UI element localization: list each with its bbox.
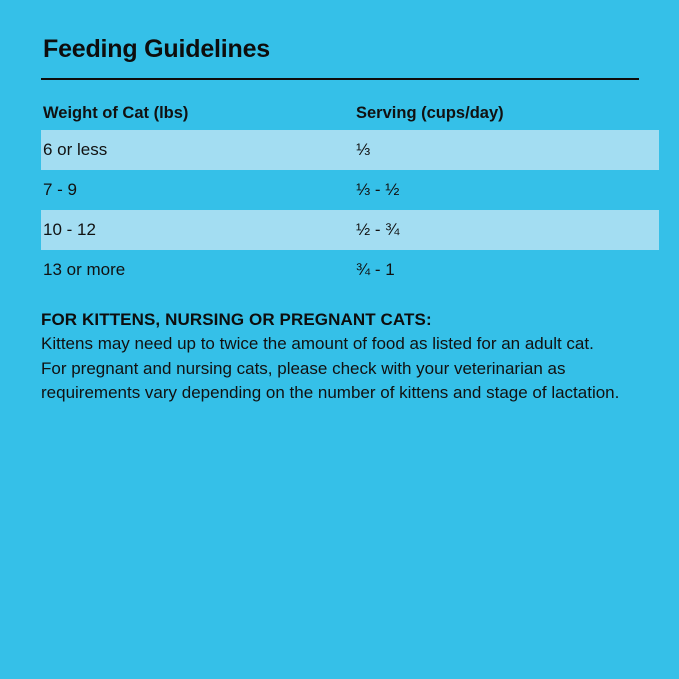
cell-serving: ¾ - 1 [356,260,395,279]
table-row [41,130,659,170]
cell-weight: 10 - 12 [43,220,96,239]
kitten-note-body: Kittens may need up to twice the amount of food as listed for an adult cat. For pregnant and nursing cats, please check with your veterinarian as requirements vary depending on the number of kittens and stage of lactation. [41,334,620,403]
cell-weight: 13 or more [43,260,126,279]
column-header-weight: Weight of Cat (lbs) [43,103,189,122]
title-divider [41,78,639,80]
table-row [41,250,659,290]
cell-weight: 7 - 9 [43,180,78,199]
feeding-table [41,96,659,290]
page-title: Feeding Guidelines [43,35,270,63]
cell-weight: 6 or less [43,140,108,159]
table-header-row [41,96,659,130]
cell-serving: ½ - ¾ [356,220,400,239]
table-row [41,170,659,210]
column-header-serving: Serving (cups/day) [356,103,504,122]
kitten-note-heading: FOR KITTENS, NURSING OR PREGNANT CATS: [41,310,432,329]
cell-serving: ⅓ - ½ [356,180,400,199]
cell-serving: ⅓ [356,140,371,159]
kitten-note [41,310,621,406]
table-row [41,210,659,250]
